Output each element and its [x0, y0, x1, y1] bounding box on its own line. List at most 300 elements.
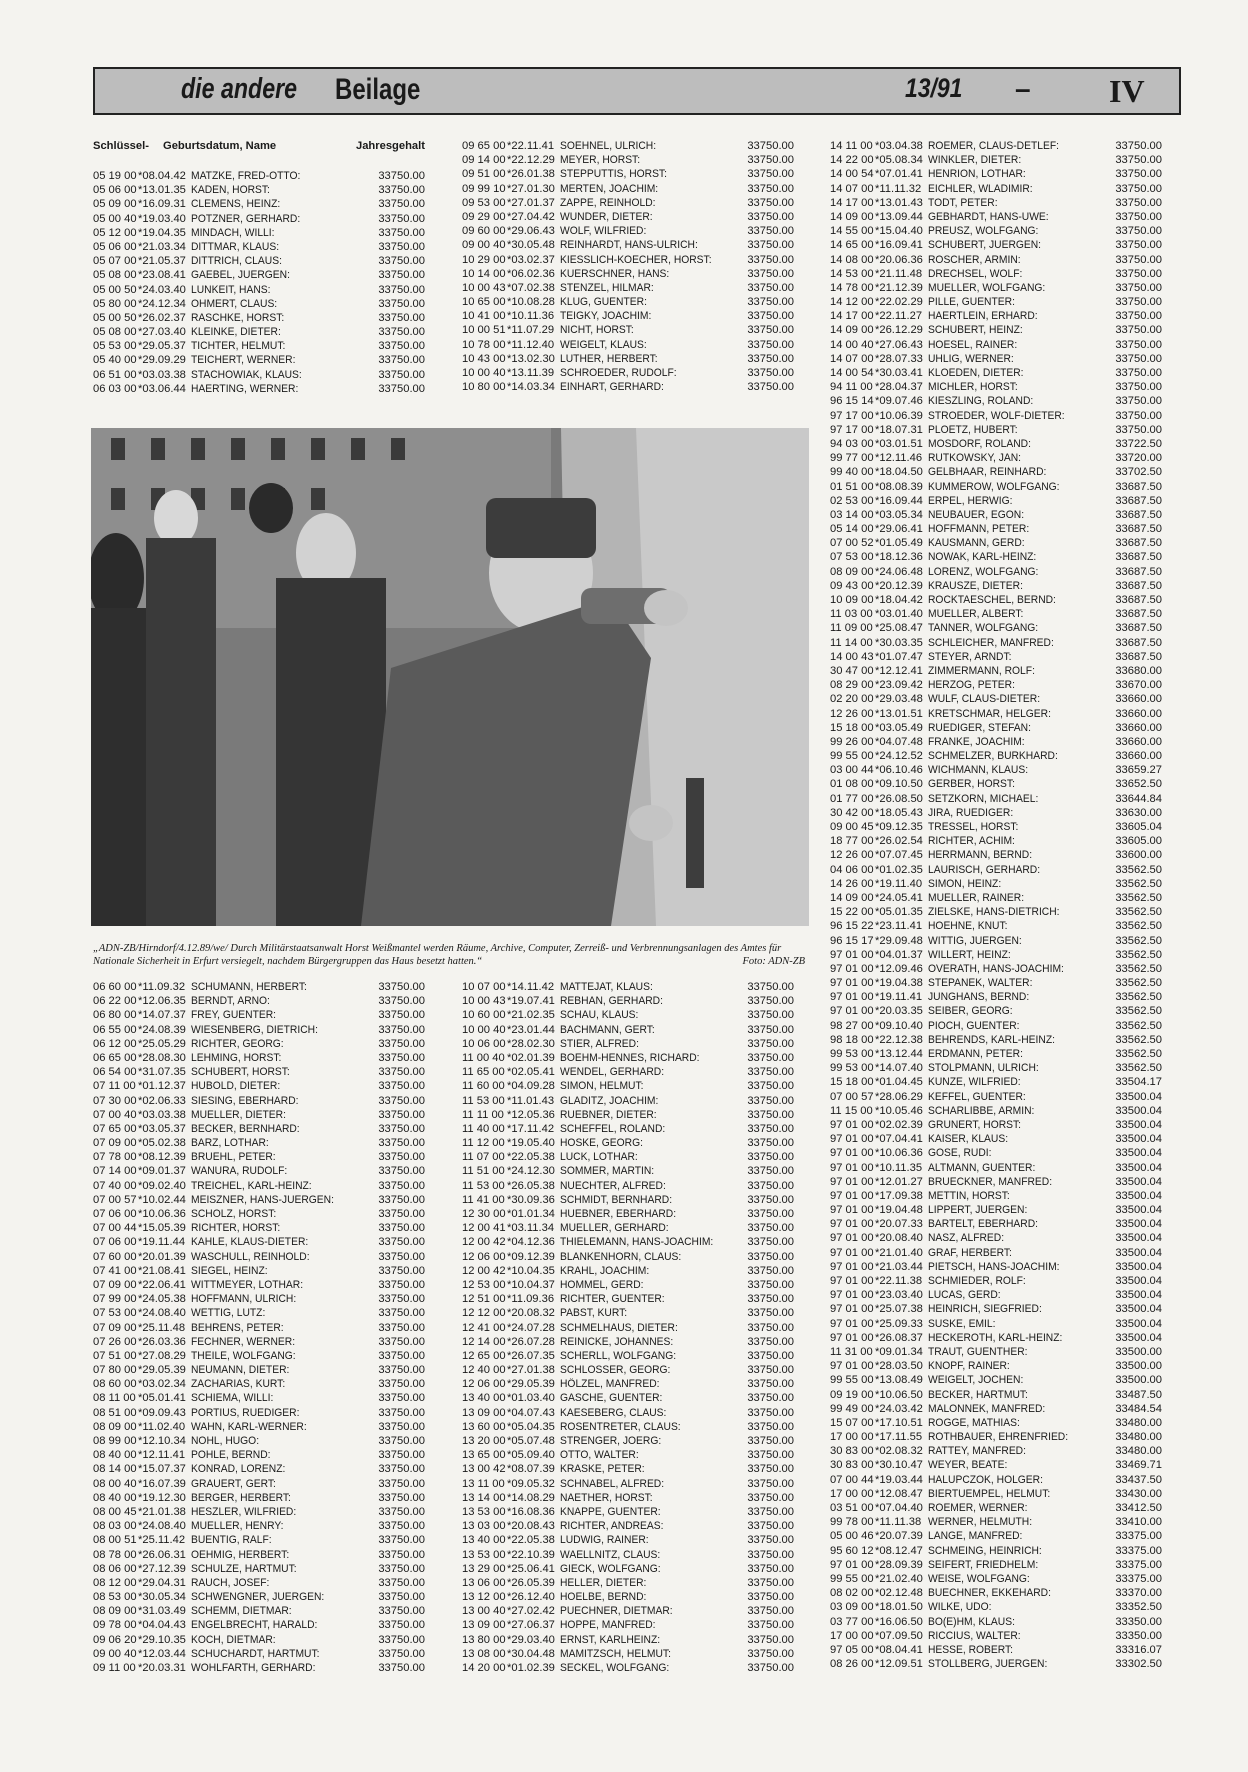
list-item — [830, 1274, 1164, 1288]
entry-key: 12 00 41 — [462, 1222, 506, 1235]
entry-birthdate: *20.12.39 — [875, 579, 923, 592]
entry-key: 97 01 00 — [830, 1289, 874, 1302]
entry-key: 08 53 00 — [93, 1591, 137, 1604]
entry-name: SCHARLIBBE, ARMIN: — [928, 1104, 1035, 1117]
entry-key: 01 08 00 — [830, 778, 874, 791]
entry-name: WIESENBERG, DIETRICH: — [191, 1023, 318, 1036]
entry-name: SCHEMM, DIETMAR: — [191, 1605, 292, 1618]
entry-name: STEYER, ARNDT: — [928, 650, 1012, 663]
entry-salary: 33750.00 — [747, 1605, 794, 1618]
entry-name: MUELLER, WOLFGANG: — [928, 281, 1046, 294]
entry-name: BRUEHL, PETER: — [191, 1151, 276, 1164]
list-item — [93, 240, 427, 254]
list-item — [830, 678, 1164, 692]
entry-name: BEHRENS, PETER: — [191, 1321, 284, 1334]
entry-name: HOSKE, GEORG: — [560, 1137, 643, 1150]
entry-name: TEIGKY, JOACHIM: — [560, 310, 652, 323]
entry-key: 07 00 52 — [830, 537, 874, 550]
masthead-title: die andere — [181, 73, 298, 105]
entry-salary: 33605.04 — [1115, 821, 1162, 833]
list-item — [462, 980, 796, 994]
entry-salary: 33480.00 — [1115, 1416, 1162, 1429]
entry-name: JIRA, RUEDIGER: — [928, 806, 1014, 819]
entry-name: ZIELSKE, HANS-DIETRICH: — [928, 906, 1060, 919]
entry-salary: 33750.00 — [747, 210, 794, 223]
entry-key: 14 55 00 — [830, 225, 874, 238]
entry-key: 10 09 00 — [830, 594, 874, 606]
list-item — [830, 1302, 1164, 1316]
entry-salary: 33562.50 — [1115, 906, 1162, 919]
list-item — [830, 565, 1164, 579]
entry-birthdate: *01.07.47 — [875, 650, 923, 663]
entry-name: NEUMANN, DIETER: — [191, 1364, 290, 1377]
entry-name: WILLERT, HEINZ: — [928, 948, 1011, 961]
entry-salary: 33750.00 — [378, 1094, 425, 1107]
list-item — [830, 692, 1164, 706]
list-item — [93, 353, 427, 367]
entry-name: WERNER, HELMUTH: — [928, 1516, 1033, 1529]
entry-salary: 33562.50 — [1115, 1033, 1162, 1046]
entry-salary: 33750.00 — [378, 1364, 425, 1377]
entry-salary: 33562.50 — [1115, 1062, 1162, 1075]
list-item — [830, 820, 1164, 834]
entry-name: DRECHSEL, WOLF: — [928, 267, 1023, 280]
list-item — [93, 1292, 427, 1306]
list-item — [93, 1221, 427, 1235]
entry-birthdate: *03.02.37 — [507, 253, 555, 266]
entry-name: REINHARDT, HANS-ULRICH: — [560, 239, 698, 252]
entry-name: KAESEBERG, CLAUS: — [560, 1406, 667, 1419]
entry-birthdate: *16.09.44 — [875, 494, 923, 507]
entry-key: 12 14 00 — [462, 1335, 506, 1348]
entry-salary: 33750.00 — [378, 1009, 425, 1022]
entry-birthdate: *05.01.41 — [138, 1392, 186, 1405]
entry-key: 10 29 00 — [462, 253, 506, 266]
entry-birthdate: *23.11.41 — [875, 920, 923, 933]
entry-birthdate: *25.06.41 — [507, 1562, 555, 1575]
entry-salary: 33750.00 — [378, 226, 425, 239]
entry-birthdate: *30.09.36 — [507, 1193, 555, 1206]
entry-birthdate: *20.08.32 — [507, 1307, 555, 1320]
entry-key: 05 00 50 — [93, 283, 137, 296]
list-item — [462, 1193, 796, 1207]
entry-key: 10 41 00 — [462, 310, 506, 323]
list-item — [830, 593, 1164, 607]
entry-salary: 33750.00 — [747, 1406, 794, 1419]
entry-name: PLOETZ, HUBERT: — [928, 423, 1018, 436]
entry-key: 15 18 00 — [830, 721, 874, 734]
entry-birthdate: *18.01.50 — [875, 1601, 923, 1614]
entry-salary: 33504.17 — [1115, 1076, 1162, 1089]
entry-birthdate: *09.07.46 — [875, 395, 923, 408]
entry-birthdate: *12.01.27 — [875, 1175, 923, 1188]
entry-salary: 33750.00 — [378, 1264, 425, 1277]
entry-name: BIERTUEMPEL, HELMUT: — [928, 1487, 1051, 1500]
list-item — [830, 423, 1164, 437]
entry-birthdate: *05.09.40 — [507, 1449, 555, 1462]
list-item — [830, 167, 1164, 181]
entry-name: OHMERT, CLAUS: — [191, 297, 278, 310]
entry-birthdate: *19.03.44 — [875, 1473, 923, 1486]
entry-salary: 33750.00 — [747, 239, 794, 252]
entry-key: 14 26 00 — [830, 877, 874, 890]
entry-key: 97 17 00 — [830, 423, 874, 436]
entry-name: TRESSEL, HORST: — [928, 821, 1019, 833]
entry-salary: 33500.04 — [1115, 1204, 1162, 1217]
entry-name: WASCHULL, REINHOLD: — [191, 1250, 310, 1263]
entry-key: 97 01 00 — [830, 1204, 874, 1217]
list-item — [830, 976, 1164, 990]
entry-birthdate: *12.09.51 — [875, 1658, 923, 1671]
list-item — [462, 1406, 796, 1420]
entry-key: 05 07 00 — [93, 255, 137, 268]
entry-key: 08 60 00 — [93, 1378, 137, 1391]
entry-birthdate: *19.11.40 — [875, 877, 923, 890]
entry-salary: 33750.00 — [747, 140, 794, 152]
entry-salary: 33412.50 — [1115, 1502, 1162, 1514]
entry-key: 08 40 00 — [93, 1491, 137, 1504]
entry-key: 05 19 00 — [93, 170, 137, 182]
list-item — [462, 1647, 796, 1661]
entry-name: WUNDER, DIETER: — [560, 210, 653, 223]
entry-name: ERNST, KARLHEINZ: — [560, 1633, 661, 1646]
entry-salary: 33750.00 — [1115, 296, 1162, 309]
entry-name: WINKLER, DIETER: — [928, 154, 1022, 167]
entry-key: 97 01 00 — [830, 1303, 874, 1316]
entry-key: 11 53 00 — [462, 1179, 505, 1192]
entry-key: 13 60 00 — [462, 1420, 506, 1433]
entry-key: 03 00 44 — [830, 764, 874, 777]
entry-name: SCHULZE, HARTMUT: — [191, 1562, 297, 1575]
entry-name: RAUCH, JOSEF: — [191, 1576, 270, 1589]
entry-birthdate: *16.08.36 — [507, 1505, 555, 1518]
list-item — [462, 1519, 796, 1533]
entry-salary: 33750.00 — [378, 1633, 425, 1646]
entry-name: MERTEN, JOACHIM: — [560, 182, 659, 195]
list-item — [462, 1548, 796, 1562]
list-item — [93, 1604, 427, 1618]
entry-salary: 33750.00 — [747, 1491, 794, 1504]
list-item — [462, 309, 796, 323]
list-item — [462, 1349, 796, 1363]
entry-key: 97 01 00 — [830, 948, 874, 961]
entry-name: SCHWENGNER, JUERGEN: — [191, 1591, 325, 1604]
entry-birthdate: *03.05.37 — [138, 1122, 186, 1135]
entry-salary: 33562.50 — [1115, 991, 1162, 1004]
entry-key: 94 03 00 — [830, 437, 874, 450]
entry-key: 13 09 00 — [462, 1619, 506, 1632]
entry-key: 09 19 00 — [830, 1388, 874, 1401]
column-1-top — [93, 139, 427, 396]
entry-name: WENDEL, GERHARD: — [560, 1066, 665, 1079]
list-item — [462, 1618, 796, 1632]
entry-key: 07 78 00 — [93, 1151, 137, 1164]
entry-salary: 33750.00 — [378, 1137, 425, 1150]
entry-birthdate: *10.04.35 — [507, 1264, 555, 1277]
entry-key: 07 40 00 — [93, 1179, 137, 1192]
entry-salary: 33410.00 — [1115, 1516, 1162, 1529]
list-item — [830, 1019, 1164, 1033]
entry-birthdate: *19.03.40 — [138, 212, 186, 225]
entry-key: 09 99 10 — [462, 182, 506, 195]
list-item — [830, 1288, 1164, 1302]
entry-name: GRUNERT, HORST: — [928, 1118, 1022, 1131]
list-item — [830, 437, 1164, 451]
entry-salary: 33750.00 — [378, 1023, 425, 1036]
entry-name: KNOPF, RAINER: — [928, 1360, 1010, 1373]
entry-birthdate: *01.02.39 — [507, 1662, 555, 1674]
entry-key: 06 60 00 — [93, 981, 137, 993]
entry-salary: 33680.00 — [1115, 664, 1162, 677]
entry-birthdate: *15.05.39 — [138, 1222, 186, 1235]
entry-key: 08 02 00 — [830, 1587, 874, 1600]
entry-birthdate: *17.10.51 — [875, 1416, 923, 1429]
news-photo — [91, 428, 809, 926]
entry-key: 13 00 40 — [462, 1605, 506, 1618]
entry-birthdate: *22.11.27 — [875, 310, 923, 323]
list-item — [93, 1207, 427, 1221]
list-item — [830, 366, 1164, 380]
entry-key: 11 15 00 — [830, 1104, 873, 1117]
entry-key: 07 09 00 — [93, 1278, 137, 1291]
entry-name: PABST, KURT: — [560, 1307, 628, 1320]
entry-key: 97 01 00 — [830, 1005, 874, 1018]
list-item — [462, 1321, 796, 1335]
entry-name: WOHLFARTH, GERHARD: — [191, 1662, 316, 1674]
entry-name: HALUPCZOK, HOLGER: — [928, 1473, 1043, 1486]
entry-salary: 33750.00 — [1115, 210, 1162, 223]
entry-key: 08 51 00 — [93, 1406, 137, 1419]
entry-salary: 33750.00 — [747, 1435, 794, 1447]
entry-birthdate: *05.02.38 — [138, 1137, 186, 1150]
entry-birthdate: *23.08.41 — [138, 269, 186, 282]
list-item — [462, 224, 796, 238]
list-item — [93, 1477, 427, 1491]
entry-birthdate: *05.04.35 — [507, 1420, 555, 1433]
entry-birthdate: *12.11.41 — [138, 1449, 186, 1462]
entry-name: KAHLE, KLAUS-DIETER: — [191, 1236, 309, 1249]
entry-salary: 33687.50 — [1115, 636, 1162, 649]
entry-name: SIESING, EBERHARD: — [191, 1094, 299, 1107]
entry-birthdate: *02.01.39 — [507, 1051, 555, 1064]
entry-salary: 33750.00 — [747, 1208, 794, 1220]
entry-birthdate: *20.07.33 — [875, 1218, 923, 1231]
entry-birthdate: *22.02.29 — [875, 296, 923, 309]
entry-salary: 33750.00 — [378, 1250, 425, 1263]
entry-key: 14 12 00 — [830, 296, 874, 309]
list-item — [462, 281, 796, 295]
entry-name: HOEHNE, KNUT: — [928, 920, 1008, 933]
list-item — [830, 522, 1164, 536]
list-item — [830, 253, 1164, 267]
list-item — [93, 311, 427, 325]
entry-salary: 33687.50 — [1115, 565, 1162, 578]
entry-key: 09 78 00 — [93, 1619, 137, 1632]
list-item — [830, 295, 1164, 309]
entry-name: KIESSLICH-KOECHER, HORST: — [560, 253, 712, 266]
list-item — [462, 1207, 796, 1221]
entry-salary: 33750.00 — [378, 1392, 425, 1405]
entry-name: BERGER, HERBERT: — [191, 1491, 291, 1504]
entry-key: 14 07 00 — [830, 352, 874, 365]
entry-key: 02 20 00 — [830, 693, 874, 706]
list-item — [93, 197, 427, 211]
entry-key: 12 00 42 — [462, 1264, 506, 1277]
entry-key: 14 09 00 — [830, 891, 874, 904]
list-item — [830, 451, 1164, 465]
list-item — [830, 1217, 1164, 1231]
entry-name: RICHTER, GUENTER: — [560, 1293, 665, 1306]
entry-name: THEILE, WOLFGANG: — [191, 1349, 296, 1362]
entry-key: 98 18 00 — [830, 1033, 874, 1046]
entry-birthdate: *12.12.41 — [875, 664, 923, 677]
entry-key: 14 09 00 — [830, 324, 874, 337]
entry-name: HUBOLD, DIETER: — [191, 1080, 281, 1093]
entry-birthdate: *26.12.40 — [507, 1591, 555, 1604]
entry-name: TREICHEL, KARL-HEINZ: — [191, 1179, 312, 1192]
entry-key: 10 00 40 — [462, 1023, 506, 1036]
entry-name: RICHTER, GEORG: — [191, 1037, 284, 1050]
entry-salary: 33750.00 — [747, 1335, 794, 1348]
entry-salary: 33480.00 — [1115, 1431, 1162, 1444]
entry-key: 97 01 00 — [830, 1275, 874, 1287]
entry-name: SCHROEDER, RUDOLF: — [560, 367, 677, 379]
entry-key: 05 08 00 — [93, 269, 137, 282]
entry-birthdate: *29.04.31 — [138, 1576, 186, 1589]
entry-name: DITTMAR, KLAUS: — [191, 240, 280, 253]
entry-birthdate: *30.05.34 — [138, 1591, 186, 1604]
entry-birthdate: *27.01.37 — [507, 196, 555, 209]
entry-name: MINDACH, WILLI: — [191, 226, 275, 239]
entry-name: POHLE, BERND: — [191, 1449, 271, 1462]
entry-key: 05 14 00 — [830, 523, 874, 536]
entry-name: KLOEDEN, DIETER: — [928, 367, 1024, 379]
entry-key: 08 29 00 — [830, 679, 874, 692]
entry-key: 09 29 00 — [462, 210, 506, 223]
list-item — [93, 1136, 427, 1150]
list-item — [830, 1231, 1164, 1245]
entry-name: SCHUBERT, JUERGEN: — [928, 239, 1042, 252]
entry-salary: 33750.00 — [747, 1122, 794, 1135]
entry-birthdate: *07.01.41 — [875, 168, 923, 181]
entry-salary: 33469.71 — [1115, 1459, 1162, 1472]
entry-birthdate: *21.08.41 — [138, 1264, 186, 1277]
entry-name: LUCAS, GERD: — [928, 1289, 1001, 1302]
entry-key: 12 30 00 — [462, 1208, 506, 1220]
list-item — [830, 763, 1164, 777]
list-item — [462, 1377, 796, 1391]
entry-birthdate: *20.07.39 — [875, 1530, 923, 1543]
entry-birthdate: *07.04.41 — [875, 1133, 923, 1146]
entry-name: ROCKTAESCHEL, BERND: — [928, 594, 1056, 606]
entry-birthdate: *27.06.43 — [875, 338, 923, 351]
list-item — [830, 664, 1164, 678]
entry-key: 12 06 00 — [462, 1250, 506, 1263]
entry-birthdate: *03.01.40 — [875, 608, 923, 621]
entry-salary: 33562.50 — [1115, 977, 1162, 990]
entry-birthdate: *29.03.48 — [875, 693, 923, 706]
entry-name: HECKEROTH, KARL-HEINZ: — [928, 1331, 1063, 1344]
entry-birthdate: *26.02.37 — [138, 311, 186, 324]
list-item — [93, 1391, 427, 1405]
entry-key: 09 00 45 — [830, 821, 874, 833]
entry-name: ZIMMERMANN, ROLF: — [928, 664, 1035, 677]
entry-name: LUTHER, HERBERT: — [560, 352, 658, 365]
entry-birthdate: *02.12.48 — [875, 1587, 923, 1600]
entry-salary: 33750.00 — [378, 326, 425, 339]
caption-text: „ADN-ZB/Hirndorf/4.12.89/we/ Durch Militärstaatsanwalt Horst Weißmantel werden Räume, Archive, Computer, Zerreiß- und Verbrennungsanlagen des Amtes für Nationale Sicherheit in Erfurt versiegelt, nachdem Bürgergruppen das Haus besetzt hatten.“ — [93, 943, 782, 967]
entry-birthdate: *11.09.36 — [507, 1293, 555, 1306]
entry-key: 97 01 00 — [830, 1360, 874, 1373]
list-item — [93, 1094, 427, 1108]
entry-name: SIMON, HELMUT: — [560, 1080, 644, 1093]
entry-name: MEYER, HORST: — [560, 154, 641, 167]
entry-birthdate: *01.02.35 — [875, 863, 923, 876]
entry-salary: 33750.00 — [1115, 267, 1162, 280]
list-item — [93, 1321, 427, 1335]
entry-key: 97 01 00 — [830, 1331, 874, 1344]
entry-salary: 33750.00 — [1115, 253, 1162, 266]
entry-birthdate: *29.06.43 — [507, 225, 555, 238]
entry-name: ROSENTRETER, CLAUS: — [560, 1420, 681, 1433]
entry-key: 99 53 00 — [830, 1062, 874, 1075]
entry-key: 17 00 00 — [830, 1487, 874, 1500]
entry-key: 11 31 00 — [830, 1345, 873, 1358]
list-item — [830, 1359, 1164, 1373]
entry-name: TANNER, WOLFGANG: — [928, 622, 1039, 635]
list-item — [830, 948, 1164, 962]
entry-birthdate: *29.10.35 — [138, 1633, 186, 1646]
entry-name: KADEN, HORST: — [191, 184, 270, 197]
entry-key: 10 00 43 — [462, 995, 506, 1008]
entry-birthdate: *05.01.35 — [875, 906, 923, 919]
entry-key: 07 99 00 — [93, 1293, 137, 1306]
entry-name: GERBER, HORST: — [928, 778, 1015, 791]
entry-name: GLADITZ, JOACHIM: — [560, 1094, 659, 1107]
entry-name: JUNGHANS, BERND: — [928, 991, 1030, 1004]
list-item — [462, 139, 796, 153]
list-item — [830, 777, 1164, 791]
entry-key: 07 00 40 — [93, 1108, 137, 1121]
entry-salary: 33750.00 — [747, 381, 794, 394]
entry-birthdate: *22.05.38 — [507, 1151, 555, 1164]
entry-name: RICHTER, ACHIM: — [928, 835, 1015, 848]
entry-birthdate: *29.03.40 — [507, 1633, 555, 1646]
entry-salary: 33750.00 — [378, 1505, 425, 1518]
entry-salary: 33500.04 — [1115, 1189, 1162, 1202]
entry-salary: 33562.50 — [1115, 934, 1162, 947]
entry-salary: 33750.00 — [747, 1009, 794, 1022]
entry-name: NASZ, ALFRED: — [928, 1232, 1005, 1245]
entry-key: 11 12 00 — [462, 1137, 505, 1150]
entry-salary: 33750.00 — [1115, 338, 1162, 351]
list-item — [830, 1047, 1164, 1061]
entry-birthdate: *11.02.40 — [138, 1420, 186, 1433]
entry-salary: 33750.00 — [747, 981, 794, 993]
entry-name: RICHTER, HORST: — [191, 1222, 281, 1235]
entry-salary: 33750.00 — [747, 1633, 794, 1646]
entry-name: STENZEL, HILMAR: — [560, 281, 654, 294]
entry-birthdate: *04.07.43 — [507, 1406, 555, 1419]
entry-name: SCHMIEDER, ROLF: — [928, 1275, 1026, 1287]
entry-birthdate: *03.04.38 — [875, 140, 923, 152]
entry-key: 13 80 00 — [462, 1633, 506, 1646]
entry-key: 08 78 00 — [93, 1548, 137, 1561]
list-item — [462, 352, 796, 366]
entry-birthdate: *20.06.36 — [875, 253, 923, 266]
entry-key: 14 78 00 — [830, 281, 874, 294]
entry-birthdate: *26.07.28 — [507, 1335, 555, 1348]
